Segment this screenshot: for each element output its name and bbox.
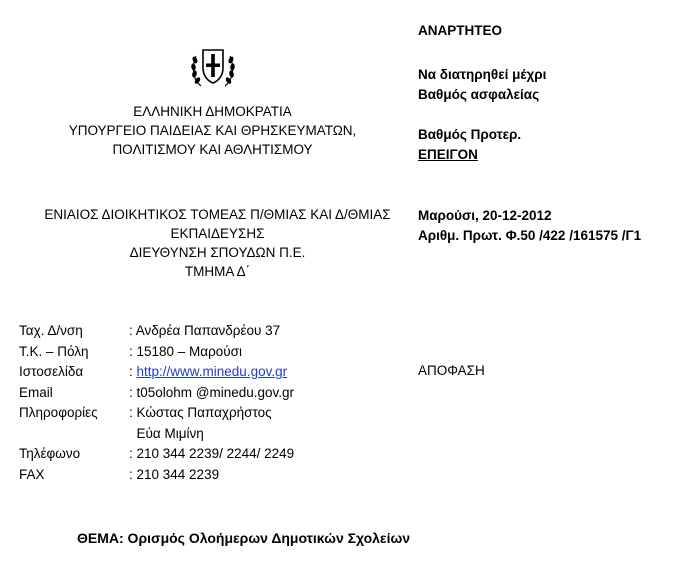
place-date: Μαρούσι, 20-12-2012 — [418, 208, 552, 223]
priority-level-label: Βαθμός Προτερ. — [418, 127, 522, 142]
contact-value: : 15180 – Μαρούσι — [129, 343, 243, 359]
contact-label: Τ.Κ. – Πόλη — [19, 343, 89, 359]
website-prefix: : — [129, 364, 137, 379]
sector-line-1: ΕΝΙΑΙΟΣ ΔΙΟΙΚΗΤΙΚΟΣ ΤΟΜΕΑΣ Π/ΘΜΙΑΣ ΚΑΙ Δ/ΘΜΙΑΣ — [44, 207, 391, 222]
greek-emblem-icon — [187, 44, 239, 90]
retain-until-label: Να διατηρηθεί μέχρι — [418, 67, 547, 82]
contact-value — [129, 362, 287, 383]
subject-line: ΘΕΜΑ: Ορισμός Ολοήμερων Δημοτικών Σχολείων — [77, 530, 411, 546]
posting-label: ΑΝΑΡΤΗΤΕΟ — [418, 23, 502, 38]
issuer-header — [40, 102, 385, 159]
security-level-label: Βαθμός ασφαλείας — [418, 87, 540, 102]
contact-value: : t05olohm @minedu.gov.gr — [129, 384, 295, 400]
contact-row-email — [19, 383, 419, 404]
contact-row-address — [19, 321, 419, 342]
directorate: ΔΙΕΥΘΥΝΣΗ ΣΠΟΥΔΩΝ Π.Ε. — [129, 245, 306, 260]
contact-row-phone — [19, 444, 419, 465]
contact-row-website — [19, 362, 419, 383]
contact-value: : Ανδρέα Παπανδρέου 37 — [129, 323, 281, 338]
contact-label: Ιστοσελίδα — [19, 364, 84, 379]
contact-label: Πληροφορίες — [19, 405, 98, 420]
department-header — [30, 205, 405, 281]
contact-value: : 210 344 2239/ 2244/ 2249 — [129, 446, 295, 461]
urgent-label: ΕΠΕΙΓΟΝ — [418, 147, 478, 162]
decision-title: ΑΠΟΦΑΣΗ — [418, 363, 485, 378]
ministry-line-2: ΠΟΛΙΤΙΣΜΟΥ ΚΑΙ ΑΘΛΗΤΙΣΜΟΥ — [112, 142, 313, 157]
contact-row-postcode — [19, 342, 419, 363]
contact-label: FAX — [19, 466, 45, 482]
department: ΤΜΗΜΑ Δ΄ — [184, 264, 251, 279]
contact-label: Email — [19, 384, 53, 400]
contact-label: Ταχ. Δ/νση — [19, 323, 83, 338]
contact-value: Εύα Μιμίνη — [129, 425, 204, 441]
contact-value: : Κώστας Παπαχρήστος — [129, 405, 272, 420]
contact-row-info — [19, 403, 419, 424]
sector-line-2: ΕΚΠΑΙΔΕΥΣΗΣ — [170, 226, 265, 241]
ministry-line-1: ΥΠΟΥΡΓΕΙΟ ΠΑΙΔΕΙΑΣ ΚΑΙ ΘΡΗΣΚΕΥΜΑΤΩΝ, — [68, 123, 357, 138]
contact-row-info-2 — [19, 424, 419, 445]
contact-row-fax — [19, 465, 419, 486]
contact-value: : 210 344 2239 — [129, 466, 220, 482]
republic-title: ΕΛΛΗΝΙΚΗ ΔΗΜΟΚΡΑΤΙΑ — [133, 104, 292, 119]
contact-label: Τηλέφωνο — [19, 446, 81, 461]
website-link[interactable]: http://www.minedu.gov.gr — [136, 364, 288, 379]
protocol-number: Αριθμ. Πρωτ. Φ.50 /422 /161575 /Γ1 — [418, 228, 642, 243]
contact-details — [19, 321, 419, 485]
